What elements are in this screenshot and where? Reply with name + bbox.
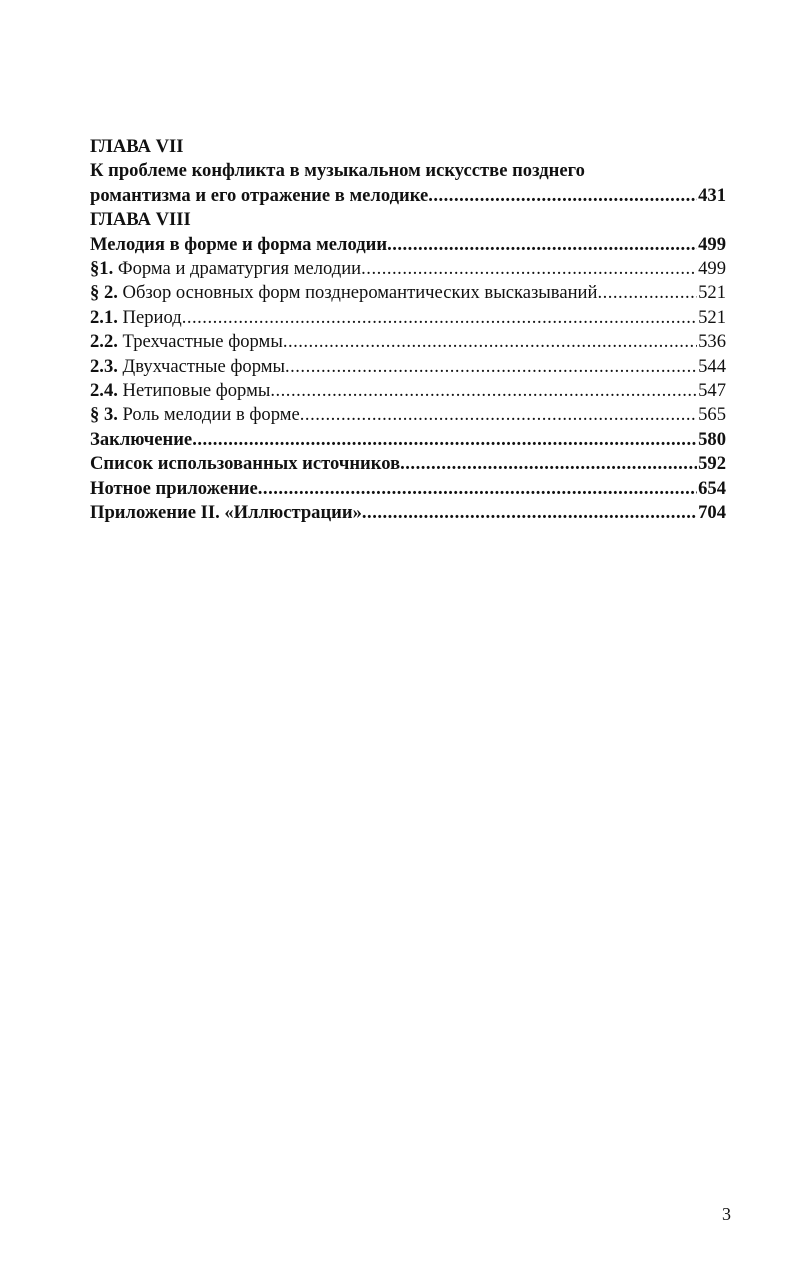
leader-dots bbox=[300, 403, 697, 427]
toc-entry-page: 521 bbox=[698, 282, 726, 304]
leader-dots bbox=[387, 233, 697, 257]
leader-dots bbox=[283, 330, 697, 354]
toc-entry bbox=[90, 257, 726, 281]
toc-entry bbox=[90, 330, 726, 354]
toc-entry bbox=[90, 355, 726, 379]
toc-entry-text: Период bbox=[117, 306, 182, 328]
chapter-heading: ГЛАВА VII bbox=[90, 136, 184, 157]
toc-entry-label: Нотное приложение bbox=[90, 477, 258, 499]
toc-entry-text: Двухчастные формы bbox=[117, 355, 285, 377]
chapter-heading: ГЛАВА VIII bbox=[90, 209, 191, 231]
toc-entry bbox=[90, 428, 726, 452]
toc-entry-page: 592 bbox=[698, 453, 726, 475]
toc-entry-label: Заключение bbox=[90, 428, 193, 450]
toc-entry-page: 544 bbox=[698, 355, 726, 377]
page-number: 3 bbox=[722, 1204, 731, 1224]
leader-dots bbox=[400, 452, 697, 476]
toc-entry bbox=[90, 452, 726, 476]
toc-entry bbox=[90, 233, 726, 257]
toc-entry bbox=[90, 403, 726, 427]
leader-dots bbox=[597, 281, 697, 305]
leader-dots bbox=[258, 477, 697, 501]
toc-entry-page: 704 bbox=[698, 502, 726, 524]
toc-entry bbox=[90, 379, 726, 403]
chapter-title-line: К проблеме конфликта в музыкальном искусстве позднего bbox=[90, 160, 585, 182]
toc-entry-page: 536 bbox=[698, 331, 726, 353]
toc-entry bbox=[90, 306, 726, 330]
leader-dots bbox=[361, 257, 697, 281]
toc-entry-label bbox=[90, 257, 361, 281]
toc-entry-text: Роль мелодии в форме bbox=[117, 404, 300, 426]
toc-entry bbox=[90, 184, 726, 208]
toc-entry-page: 580 bbox=[698, 428, 726, 450]
toc-entry-number: 2.1. bbox=[90, 306, 118, 328]
leader-dots bbox=[428, 184, 697, 208]
toc-entry-number: § 3. bbox=[90, 404, 118, 426]
toc-entry bbox=[90, 281, 726, 305]
toc-entry-number: § 2. bbox=[90, 282, 118, 304]
toc-entry-label: романтизма и его отражение в мелодике bbox=[90, 184, 429, 206]
leader-dots bbox=[192, 428, 697, 452]
toc-entry-label: Приложение II. «Иллюстрации» bbox=[90, 502, 362, 524]
toc-entry-label bbox=[90, 330, 283, 354]
toc-entry-number: 2.2. bbox=[90, 331, 118, 353]
toc-entry-page: 547 bbox=[698, 380, 726, 402]
toc-entry-page: 499 bbox=[698, 233, 726, 255]
toc-entry-text: Обзор основных форм позднеромантических высказываний bbox=[117, 282, 598, 304]
leader-dots bbox=[270, 379, 697, 403]
toc-entry-number: 2.3. bbox=[90, 355, 118, 377]
toc-entry-label bbox=[90, 281, 597, 305]
toc-entry-page: 654 bbox=[698, 477, 726, 499]
toc-entry-number: §1. bbox=[90, 258, 114, 280]
toc-entry-page: 565 bbox=[698, 404, 726, 426]
toc-entry bbox=[90, 477, 726, 501]
toc-entry-text: Трехчастные формы bbox=[117, 331, 283, 353]
leader-dots bbox=[182, 306, 697, 330]
toc-entry-label: Мелодия в форме и форма мелодии bbox=[90, 233, 388, 255]
toc-entry-text: Нетиповые формы bbox=[117, 380, 271, 402]
toc-entry-label bbox=[90, 379, 270, 403]
toc-entry-label bbox=[90, 403, 300, 427]
toc-entry-page: 499 bbox=[698, 258, 726, 280]
leader-dots bbox=[362, 501, 697, 525]
leader-dots bbox=[285, 355, 697, 379]
table-of-contents bbox=[90, 135, 726, 526]
toc-entry-page: 521 bbox=[698, 306, 726, 328]
toc-entry-label: Список использованных источников bbox=[90, 453, 401, 475]
toc-entry-number: 2.4. bbox=[90, 380, 118, 402]
toc-entry-text: Форма и драматургия мелодии bbox=[113, 258, 362, 280]
toc-entry-page: 431 bbox=[698, 184, 726, 206]
toc-entry-label bbox=[90, 355, 285, 379]
toc-entry-label bbox=[90, 306, 182, 330]
toc-entry bbox=[90, 501, 726, 525]
